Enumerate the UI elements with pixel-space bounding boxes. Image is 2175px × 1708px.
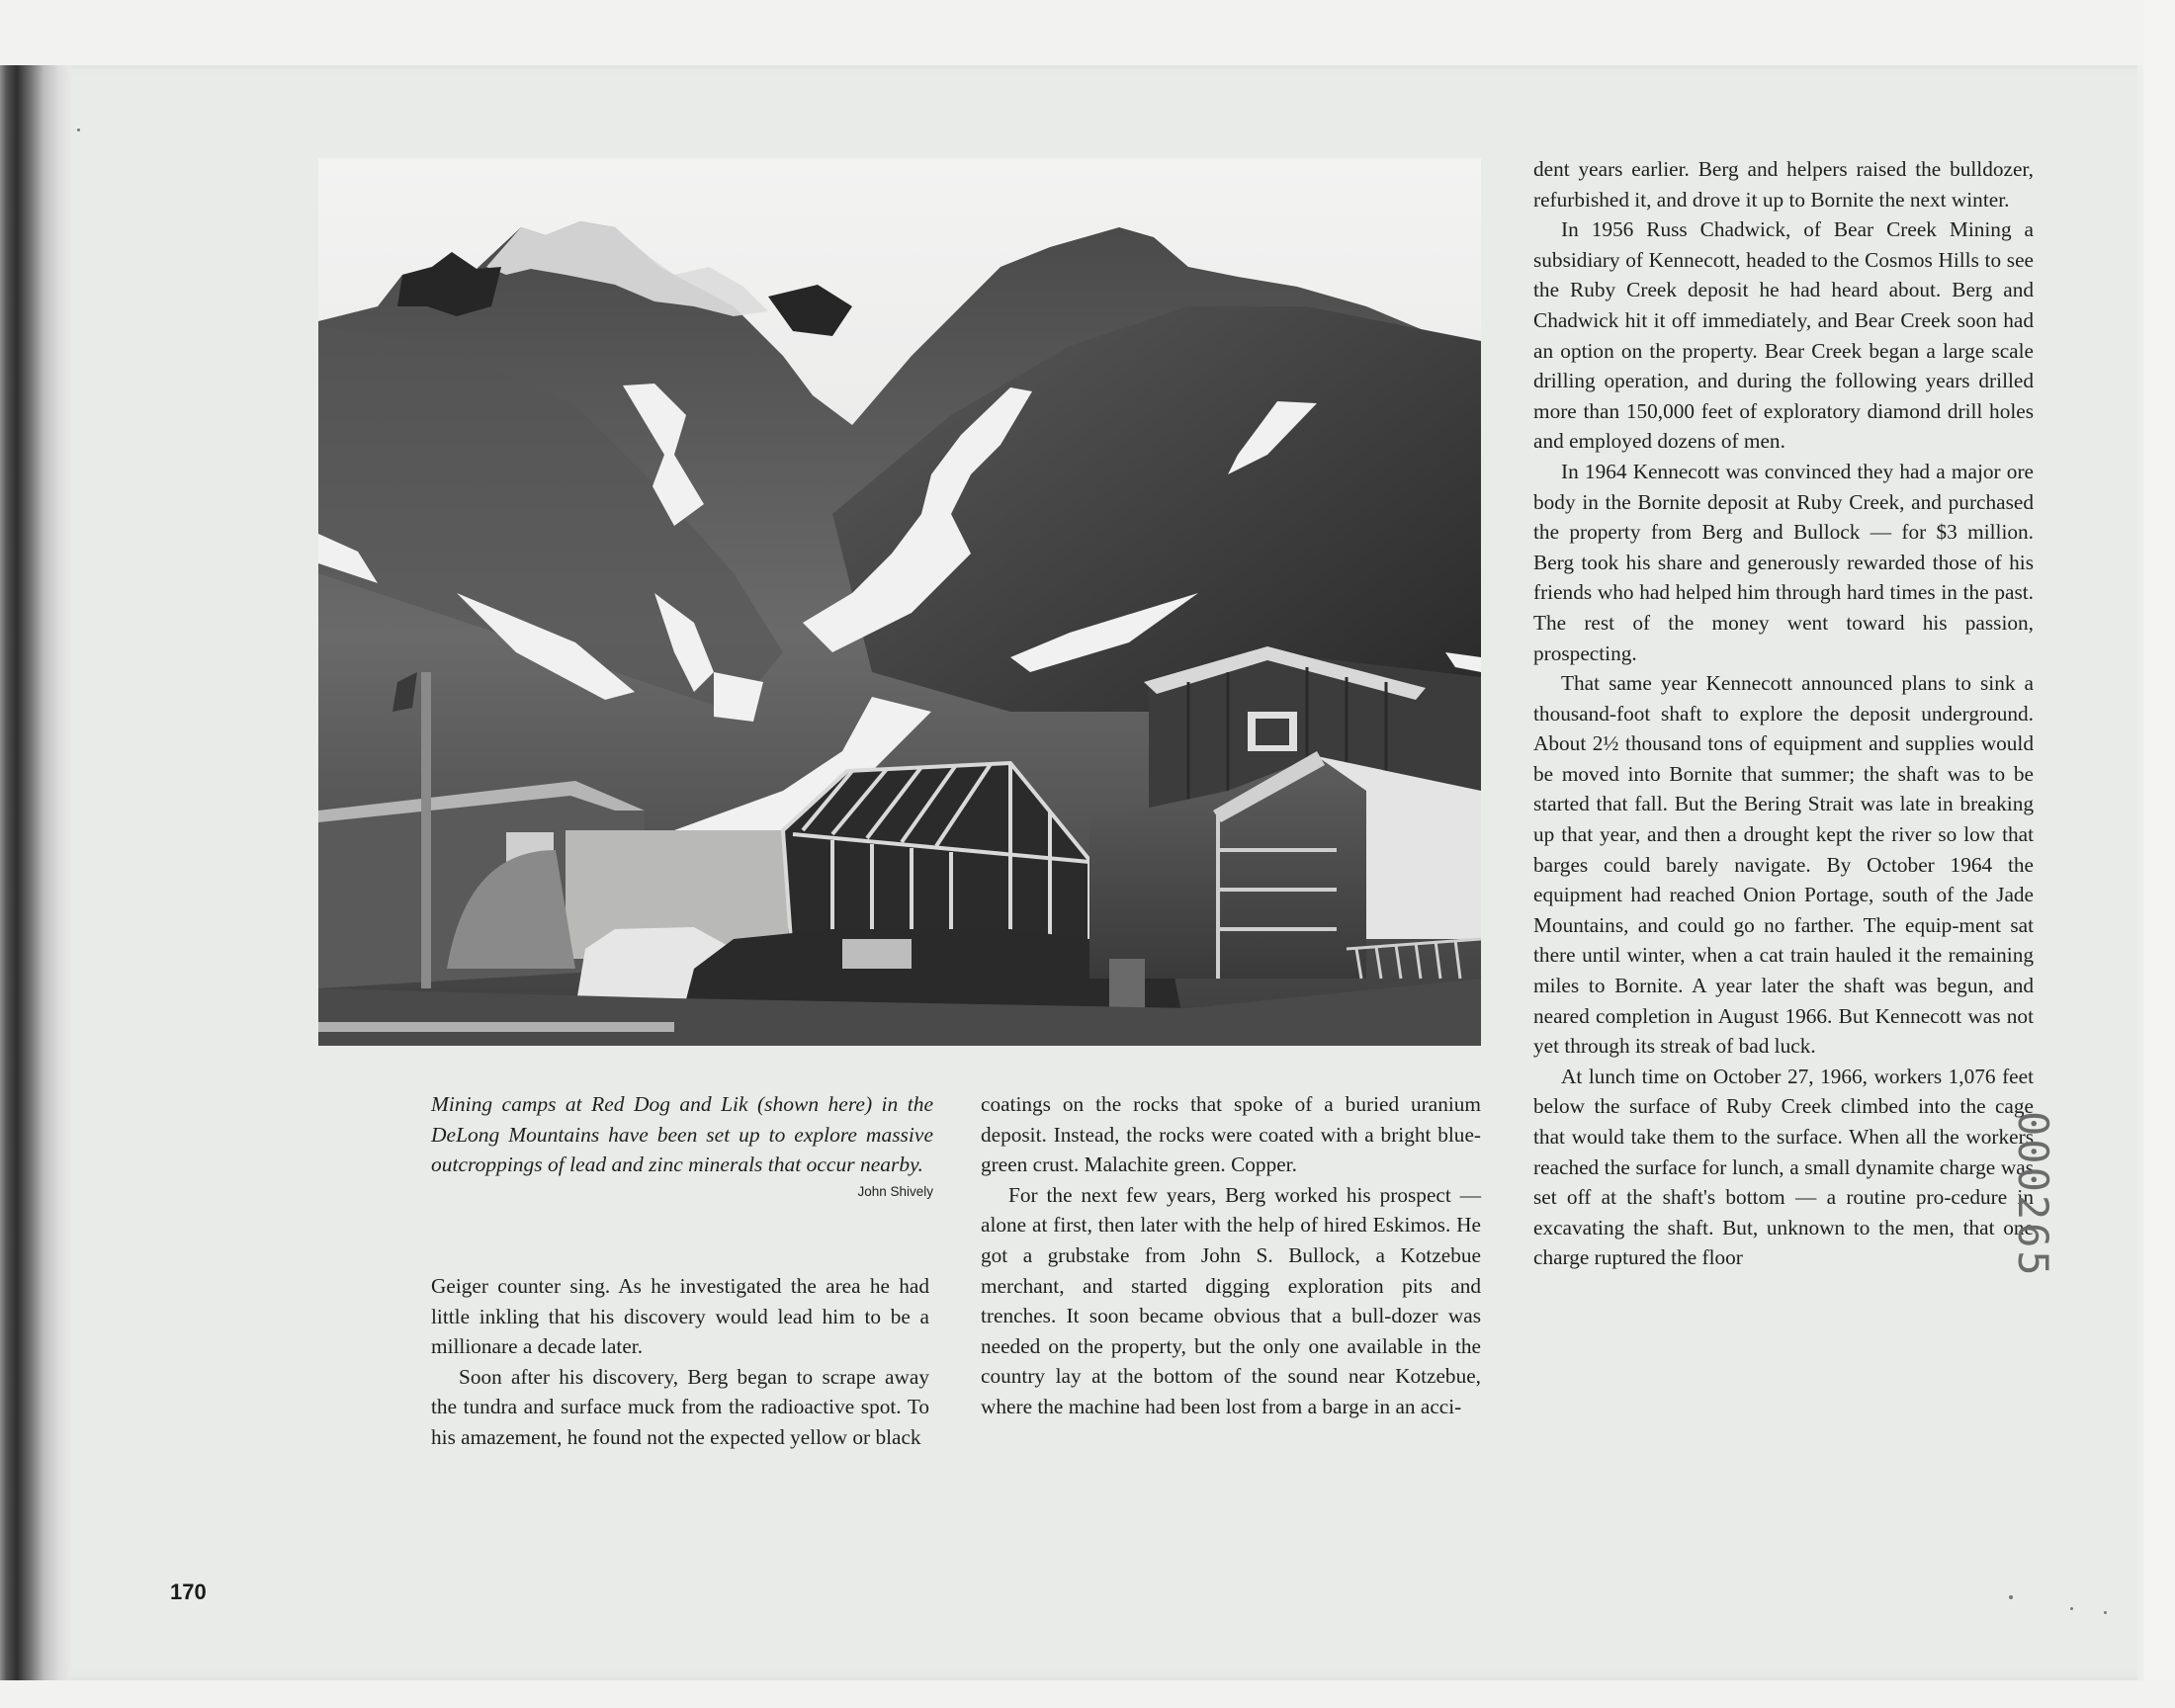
scan-speck (2009, 1595, 2013, 1599)
paragraph: coatings on the rocks that spoke of a buried uranium deposit. Instead, the rocks were coated with a bright blue-green crust. Malachite green. Copper. (981, 1092, 1481, 1177)
scan-speck (2070, 1607, 2073, 1610)
paragraph: That same year Kennecott announced plans to sink a thousand-foot shaft to explore the deposit underground. About 2½ thousand tons of equipment and supplies would be moved into Bornite that summer; the shaft was to be started that fall. But the Bering Strait was late in breaking up that year, and then a drought kept the river so low that barges could barely navigate. By October 1964 the equipment had reached Onion Portage, south of the Jade Mountains, and could go no farther. The equip-ment sat there until winter, when a cat train hauled it the remaining miles to Bornite. A year later the shaft was begun, and neared completion in August 1966. But Kennecott was not yet through its streak of bad luck. (1533, 671, 2034, 1059)
landscape-photo-icon (318, 158, 1481, 1046)
text-column-1 (431, 1271, 929, 1453)
paragraph: In 1964 Kennecott was convinced they had a major ore body in the Bornite deposit at Ruby Creek, and purchased the property from Berg and Bullock — for $3 million. Berg took his share and generously rewarded those of his friends who had helped him through hard times in the past. The rest of the money went toward his passion, prospecting. (1533, 459, 2034, 665)
scan-speck (2104, 1611, 2107, 1614)
book-spine (0, 65, 71, 1680)
text-column-3 (1533, 154, 2034, 1273)
crate (842, 939, 912, 969)
scan-bottom-margin (0, 1680, 2175, 1708)
mining-camp-photo (318, 158, 1481, 1046)
photo-credit: John Shively (857, 1184, 933, 1199)
paragraph: In 1956 Russ Chadwick, of Bear Creek Mining a subsidiary of Kennecott, headed to the Cosmos Hills to see the Ruby Creek deposit he had heard about. Berg and Chadwick hit it off immediately, and Bear Creek soon had an option on the property. Bear Creek began a large scale drilling operation, and during the following years drilled more than 150,000 feet of exploratory diamond drill holes and employed dozens of men. (1533, 217, 2034, 454)
photo-caption: Mining camps at Red Dog and Lik (shown here) in the DeLong Mountains have been set up to explore massive outcroppings of lead and zinc minerals that occur nearby. (431, 1092, 933, 1177)
page-number: 170 (170, 1580, 207, 1604)
paragraph: dent years earlier. Berg and helpers raised the bulldozer, refurbished it, and drove it up to Bornite the next winter. (1533, 157, 2034, 212)
paragraph: Soon after his discovery, Berg began to scrape away the tundra and surface muck from the radioactive spot. To his amazement, he found not the expected yellow or black (431, 1364, 929, 1449)
scan-top-margin (0, 0, 2175, 65)
scan-right-margin (2143, 0, 2175, 1708)
paragraph: For the next few years, Berg worked his prospect — alone at first, then later with the help of hired Eskimos. He got a grubstake from John S. Bullock, a Kotzebue merchant, and started digging exploration pits and trenches. It soon became obvious that a bull-dozer was needed on the property, but the only one available in the country lay at the bottom of the sound near Kotzebue, where the machine had been lost from a barge in an acci- (981, 1182, 1481, 1418)
scan-speck (77, 128, 80, 131)
paragraph: Geiger counter sing. As he investigated the area he had little inkling that his discovery would lead him to be a millionare a decade later. (431, 1274, 929, 1359)
text-column-2 (981, 1089, 1481, 1422)
archive-stamp: 000265 (2009, 1111, 2057, 1279)
paragraph: At lunch time on October 27, 1966, workers 1,076 feet below the surface of Ruby Creek climbed into the cage that would take them to the surface. When all the workers reached the surface for lunch, a small dynamite charge was set off at the shaft's bottom — a routine pro-cedure in excavating the shaft. But, unknown to the men, that one charge ruptured the floor (1533, 1064, 2034, 1270)
boardwalk (318, 1022, 674, 1032)
